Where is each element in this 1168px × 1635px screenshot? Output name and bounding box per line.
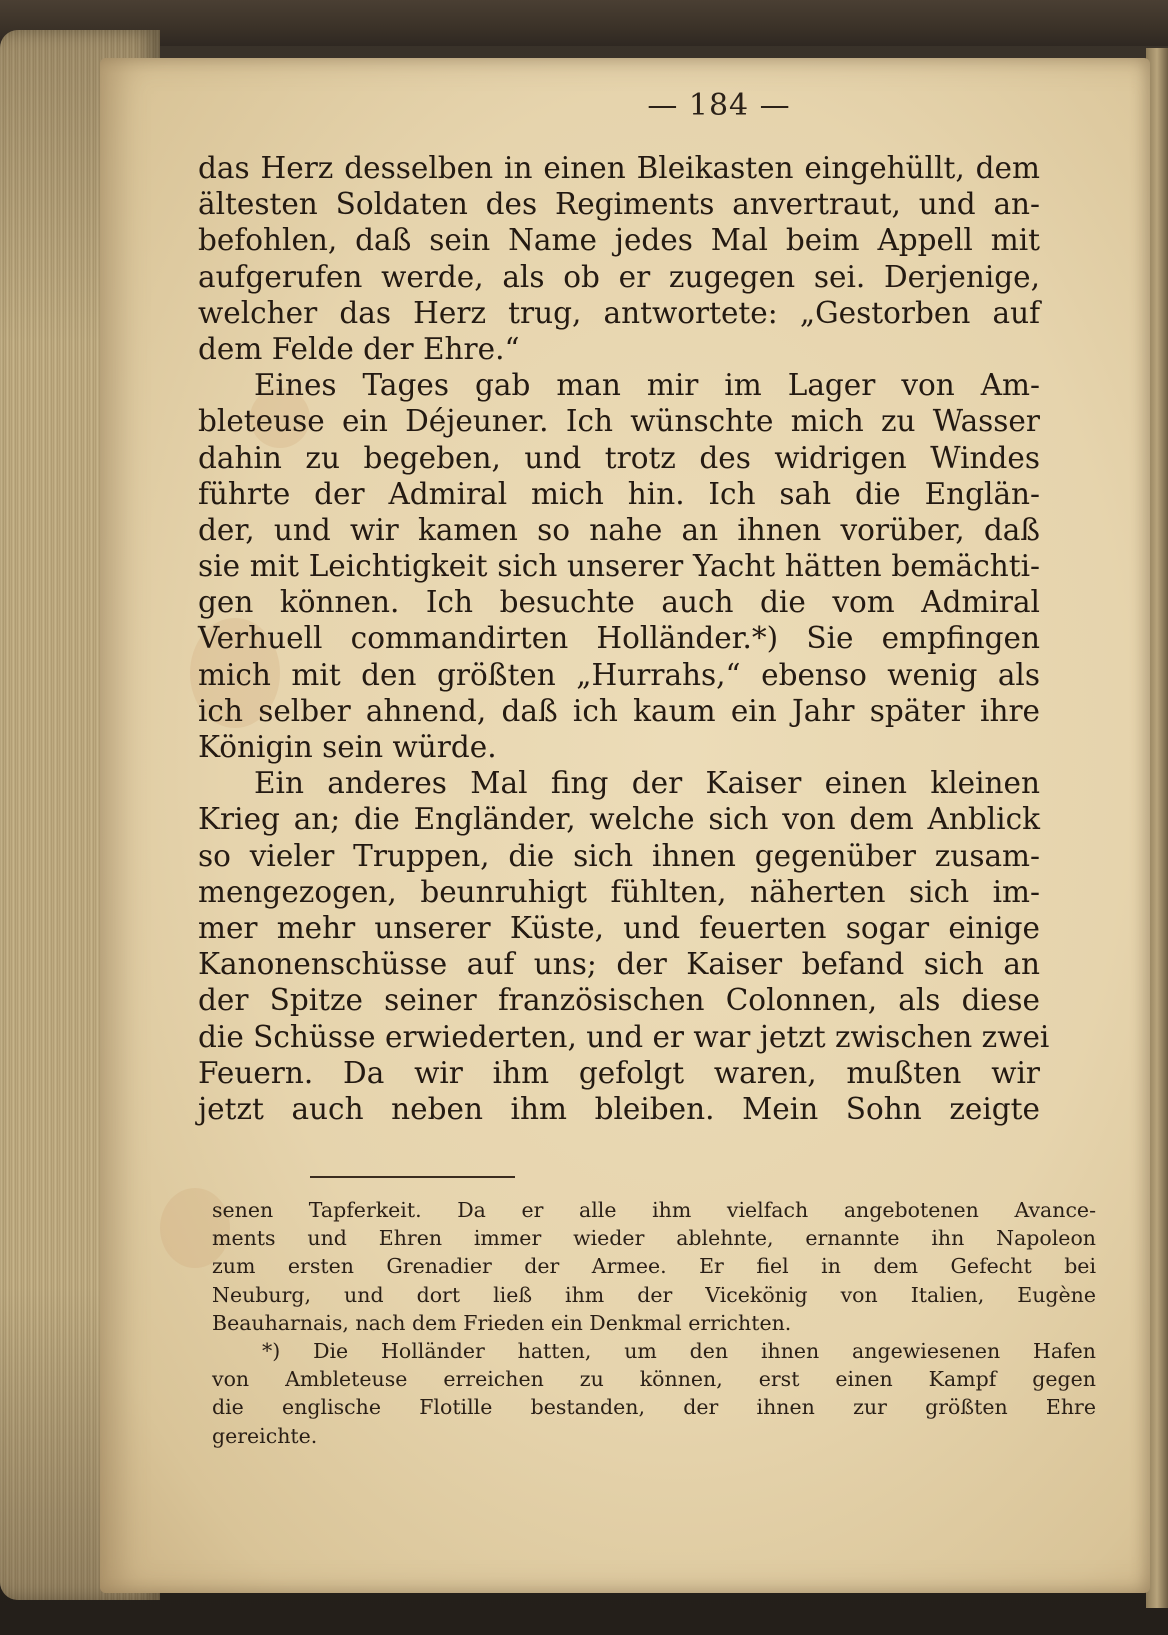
body-line: gen können. Ich besuchte auch die vom Admiral [198, 585, 1040, 620]
body-line: Krieg an; die Engländer, welche sich von dem Anblick [198, 802, 1040, 837]
body-line: Feuern. Da wir ihm gefolgt waren, mußten wir [198, 1055, 1040, 1090]
body-line: Ein anderes Mal fing der Kaiser einen kleinen [254, 766, 1040, 801]
body-line: dahin zu begeben, und trotz des widrigen Windes [198, 440, 1040, 475]
footnote-line: zum ersten Grenadier der Armee. Er fiel in dem Gefecht bei [212, 1254, 1096, 1279]
footnote-line: *) Die Holländer hatten, um den ihnen angewiesenen Hafen [262, 1338, 1096, 1363]
body-line: aufgerufen werde, als ob er zugegen sei. Derjenige, [198, 259, 1040, 294]
footnote-line: gereichte. [212, 1423, 318, 1448]
body-line: mich mit den größten „Hurrahs,“ ebenso wenig als [198, 657, 1040, 692]
body-line: mengezogen, beunruhigt fühlten, näherten sich im- [198, 874, 1040, 909]
body-line: so vieler Truppen, die sich ihnen gegenüber zusam- [198, 838, 1040, 873]
footnote-separator [310, 1176, 515, 1178]
body-line: jetzt auch neben ihm bleiben. Mein Sohn zeigte [198, 1091, 1040, 1126]
body-line: mer mehr unserer Küste, und feuerten sogar einige [198, 910, 1040, 945]
body-line: befohlen, daß sein Name jedes Mal beim Appell mit [198, 223, 1040, 258]
footnote-line: die englische Flotille bestanden, der ihnen zur größten Ehre [212, 1395, 1096, 1420]
body-line: dem Felde der Ehre.“ [198, 331, 520, 366]
footnote-line: ments und Ehren immer wieder ablehnte, ernannte ihn Napoleon [212, 1226, 1096, 1251]
body-line: welcher das Herz trug, antwortete: „Gestorben auf [198, 295, 1040, 330]
body-line: der, und wir kamen so nahe an ihnen vorüber, daß [198, 512, 1040, 547]
footnote-line: Neuburg, und dort ließ ihm der Vicekönig von Italien, Eugène [212, 1282, 1096, 1307]
page-number: — 184 — [647, 88, 791, 123]
body-line: bleteuse ein Déjeuner. Ich wünschte mich zu Wasser [198, 404, 1040, 439]
body-line: Eines Tages gab man mir im Lager von Am- [254, 368, 1040, 403]
body-line: Kanonenschüsse auf uns; der Kaiser befand sich an [198, 947, 1040, 982]
body-line: ich selber ahnend, daß ich kaum ein Jahr später ihre [198, 693, 1040, 728]
body-text [198, 150, 1050, 1127]
body-line: Königin sein würde. [198, 730, 497, 764]
footnote-line: senen Tapferkeit. Da er alle ihm vielfach angebotenen Avance- [212, 1198, 1096, 1222]
body-line: ältesten Soldaten des Regiments anvertraut, und an- [198, 187, 1040, 222]
body-line: sie mit Leichtigkeit sich unserer Yacht hätten bemächti- [198, 549, 1040, 584]
body-line: der Spitze seiner französischen Colonnen, als diese [198, 983, 1040, 1018]
footnote-line: von Ambleteuse erreichen zu können, erst einen Kampf gegen [212, 1367, 1096, 1392]
footnotes [212, 1196, 1096, 1450]
body-line: die Schüsse erwiederten, und er war jetzt zwischen zwei [198, 1019, 1050, 1054]
book-cover-top [0, 0, 1168, 46]
body-line: führte der Admiral mich hin. Ich sah die Englän- [198, 476, 1040, 511]
body-line: Verhuell commandirten Holländer.*) Sie empfingen [198, 621, 1040, 656]
footnote-line: Beauharnais, nach dem Frieden ein Denkmal errichten. [212, 1310, 792, 1335]
body-line: das Herz desselben in einen Bleikasten eingehüllt, dem [198, 151, 1040, 185]
